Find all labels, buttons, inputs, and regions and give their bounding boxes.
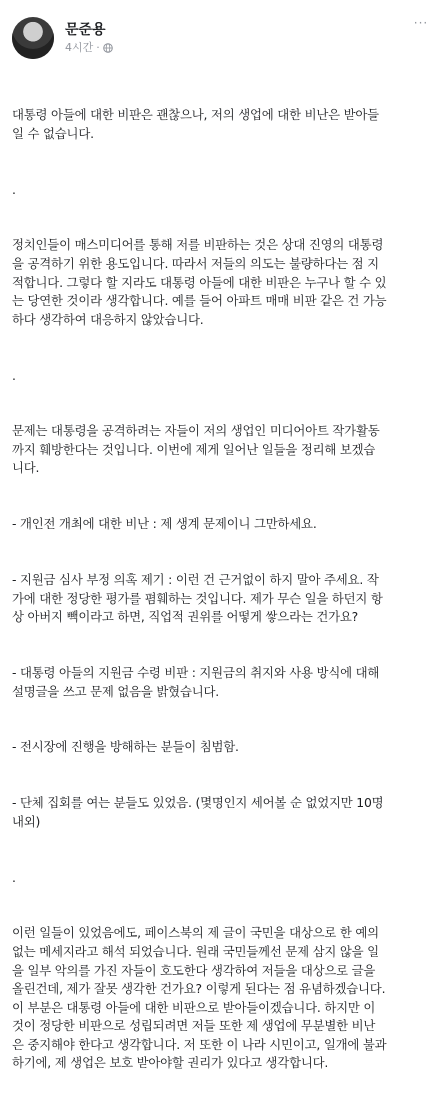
paragraph: . — [12, 869, 16, 885]
paragraph: 정치인들이 매스미디어를 통해 저를 비판하는 것은 상대 진영의 대통령 을 공격하기 위한 용도입니다. 따라서 저들의 의도는 불량하다는 점 지 적합니다. 그렇다 할 지라도 대통령 아들에 대한 비판은 누구나 할 수 있 는 당연한 것이라 생각합니다. 예를 들어 아파트 매매 비판 같은 건 가능 하다 생각하여 대응하지 않았습니다. — [12, 237, 387, 327]
more-icon[interactable]: ··· — [413, 16, 429, 30]
list-item: - 전시장에 진행을 방해하는 분들이 침범함. — [12, 739, 239, 755]
avatar[interactable] — [12, 17, 54, 59]
paragraph: 이런 일들이 있었음에도, 페이스북의 제 글이 국민을 대상으로 한 예의 없는 메세지라고 해석 되었습니다. 원래 국민들께선 문제 삼지 않을 일 을 일부 악의를 가진 자들이 호도한다 생각하여 저들을 대상으로 글을 올린건데, 제가 잘못 생각한 건가요? 이렇게 된다는 점 유념하겠습니다. 이 부분은 대통령 아들에 대한 비판으로 받아들이겠습니다. 하지만 이 것이 정당한 비판으로 성립되려면 저들 또한 제 생업에 무분별한 비난 은 중지해야 한다고 생각합니다. 저 또한 이 나라 시민이고, 일개에 불과 하기에, 제 생업은 보호 받아야할 권리가 있다고 생각합니다. — [12, 925, 387, 1071]
list-item: - 지원금 심사 부정 의혹 제기 : 이런 건 근거없이 하지 말아 주세요. 작 가에 대한 정당한 평가를 폄훼하는 것입니다. 제가 무슨 일을 하던지 항 상 아버지 빽이라고 하면, 직업적 권위를 어떻게 쌓으라는 건가요? — [12, 572, 383, 625]
author-name[interactable]: 문준용 — [65, 22, 106, 38]
separator-dot: · — [96, 41, 100, 54]
paragraph: 문제는 대통령을 공격하려는 자들이 저의 생업인 미디어아트 작가활동 까지 훼방한다는 것입니다. 이번에 제게 일어난 일들을 정리해 보겠습 니다. — [12, 423, 380, 476]
timestamp[interactable]: 4시간 — [65, 41, 94, 54]
list-item: - 개인전 개최에 대한 비난 : 제 생계 문제이니 그만하세요. — [12, 516, 317, 532]
timestamp-row — [65, 41, 113, 55]
post-meta — [65, 21, 113, 55]
globe-icon — [103, 43, 113, 53]
post-body — [12, 69, 432, 1110]
list-item: - 단체 집회를 여는 분들도 있었음. (몇명인지 세어볼 순 없었지만 10명 내외) — [12, 795, 384, 829]
list-item: - 대통령 아들의 지원금 수령 비판 : 지원금의 취지와 사용 방식에 대해 설명글을 쓰고 문제 없음을 밝혔습니다. — [12, 665, 380, 699]
post-header — [12, 16, 113, 60]
paragraph: 대통령 아들에 대한 비판은 괜찮으나, 저의 생업에 대한 비난은 받아들 일 수 없습니다. — [12, 107, 379, 141]
paragraph: . — [12, 367, 16, 383]
paragraph: . — [12, 181, 16, 197]
